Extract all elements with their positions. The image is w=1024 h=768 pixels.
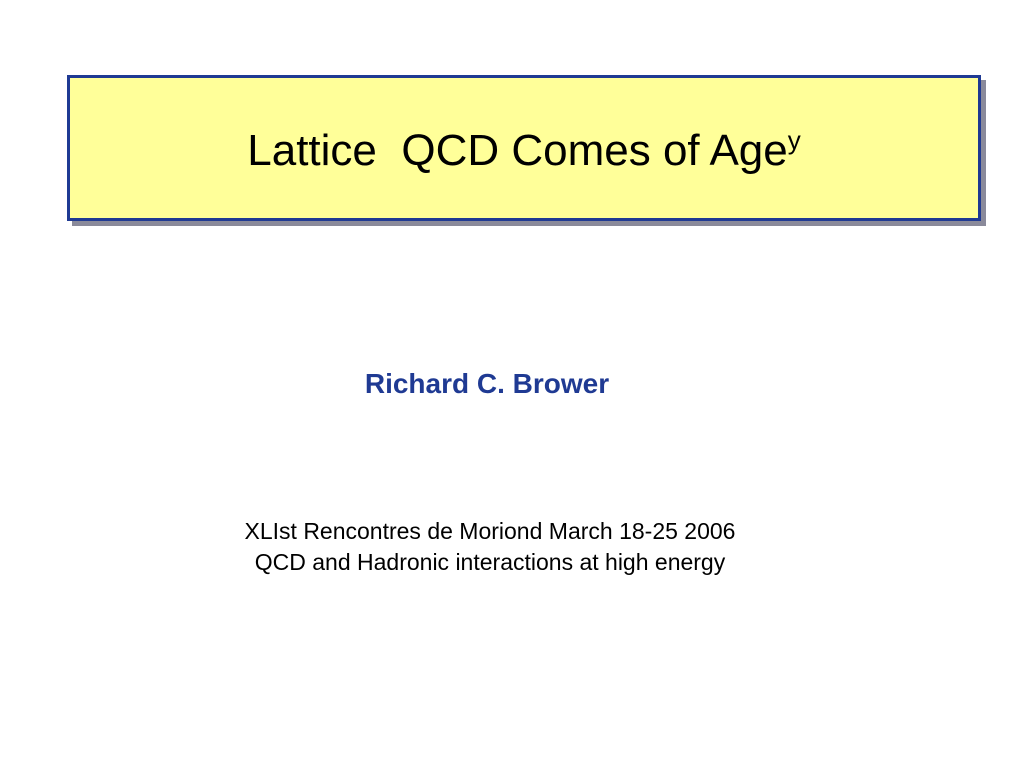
slide-title bbox=[247, 125, 801, 175]
title-box bbox=[67, 75, 981, 221]
event-line-1: XLIst Rencontres de Moriond March 18-25 2006 bbox=[244, 518, 736, 544]
slide-title-superscript: y bbox=[787, 125, 801, 155]
author-name: Richard C. Brower bbox=[364, 368, 610, 399]
event-line-2: QCD and Hadronic interactions at high energy bbox=[254, 549, 726, 575]
slide-title-main: Lattice QCD Comes of Age bbox=[247, 126, 788, 175]
event-info bbox=[0, 516, 980, 578]
